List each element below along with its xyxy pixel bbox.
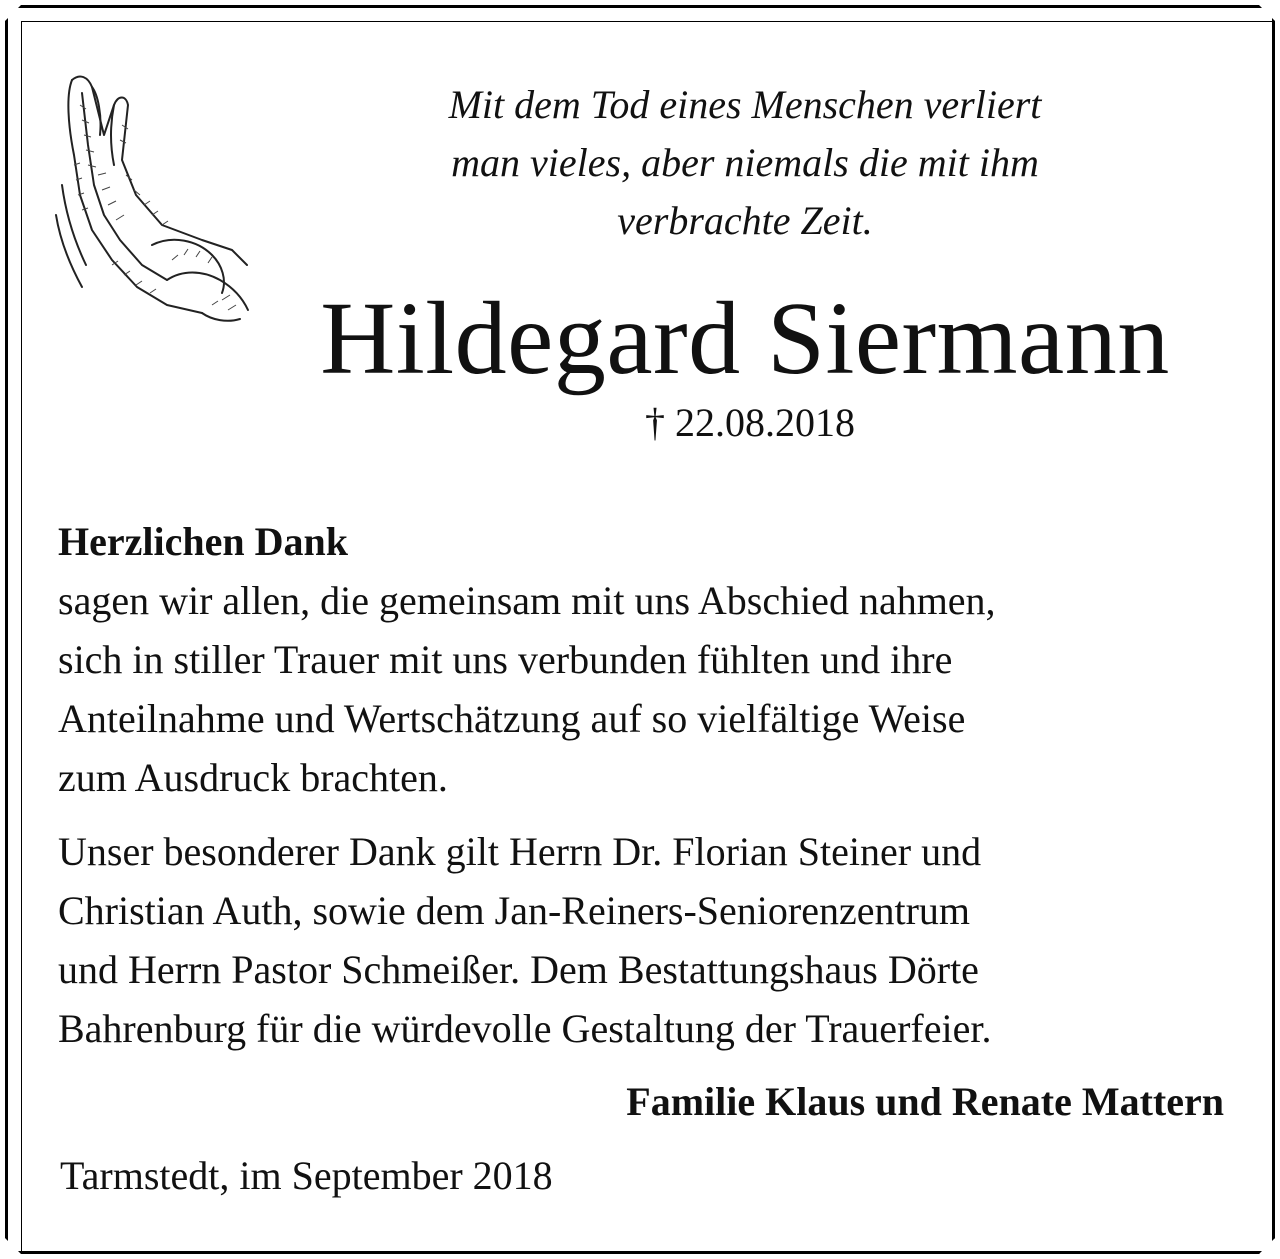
thanks-heading: Herzlichen Dank — [58, 519, 348, 564]
death-date: † 22.08.2018 — [645, 400, 855, 445]
text-line: Unser besonderer Dank gilt Herrn Dr. Florian Steiner und — [58, 829, 982, 874]
family-signature: Familie Klaus und Renate Mattern — [626, 1079, 1224, 1124]
text-line: sich in stiller Trauer mit uns verbunden fühlten und ihre — [58, 637, 953, 682]
text-line: sagen wir allen, die gemeinsam mit uns Abschied nahmen, — [58, 578, 996, 623]
memorial-quote — [300, 76, 1190, 250]
text-line: Bahrenburg für die würdevolle Gestaltung der Trauerfeier. — [58, 1006, 992, 1051]
place-and-date: Tarmstedt, im September 2018 — [60, 1153, 553, 1198]
quote-line: Mit dem Tod eines Menschen verliert — [448, 82, 1042, 127]
text-line: zum Ausdruck brachten. — [58, 755, 448, 800]
quote-line: verbrachte Zeit. — [617, 198, 873, 243]
text-line: Christian Auth, sowie dem Jan-Reiners-Seniorenzentrum — [58, 888, 971, 933]
quote-line: man vieles, aber niemals die mit ihm — [451, 140, 1039, 185]
thanks-section — [58, 512, 1228, 1058]
praying-hands-icon — [52, 65, 262, 330]
deceased-name: Hildegard Siermann — [320, 281, 1170, 396]
text-line: Anteilnahme und Wertschätzung auf so vielfältige Weise — [58, 696, 966, 741]
thanks-paragraph-1 — [58, 571, 1228, 807]
text-line: und Herrn Pastor Schmeißer. Dem Bestattungshaus Dörte — [58, 947, 979, 992]
thanks-paragraph-2 — [58, 822, 1228, 1058]
